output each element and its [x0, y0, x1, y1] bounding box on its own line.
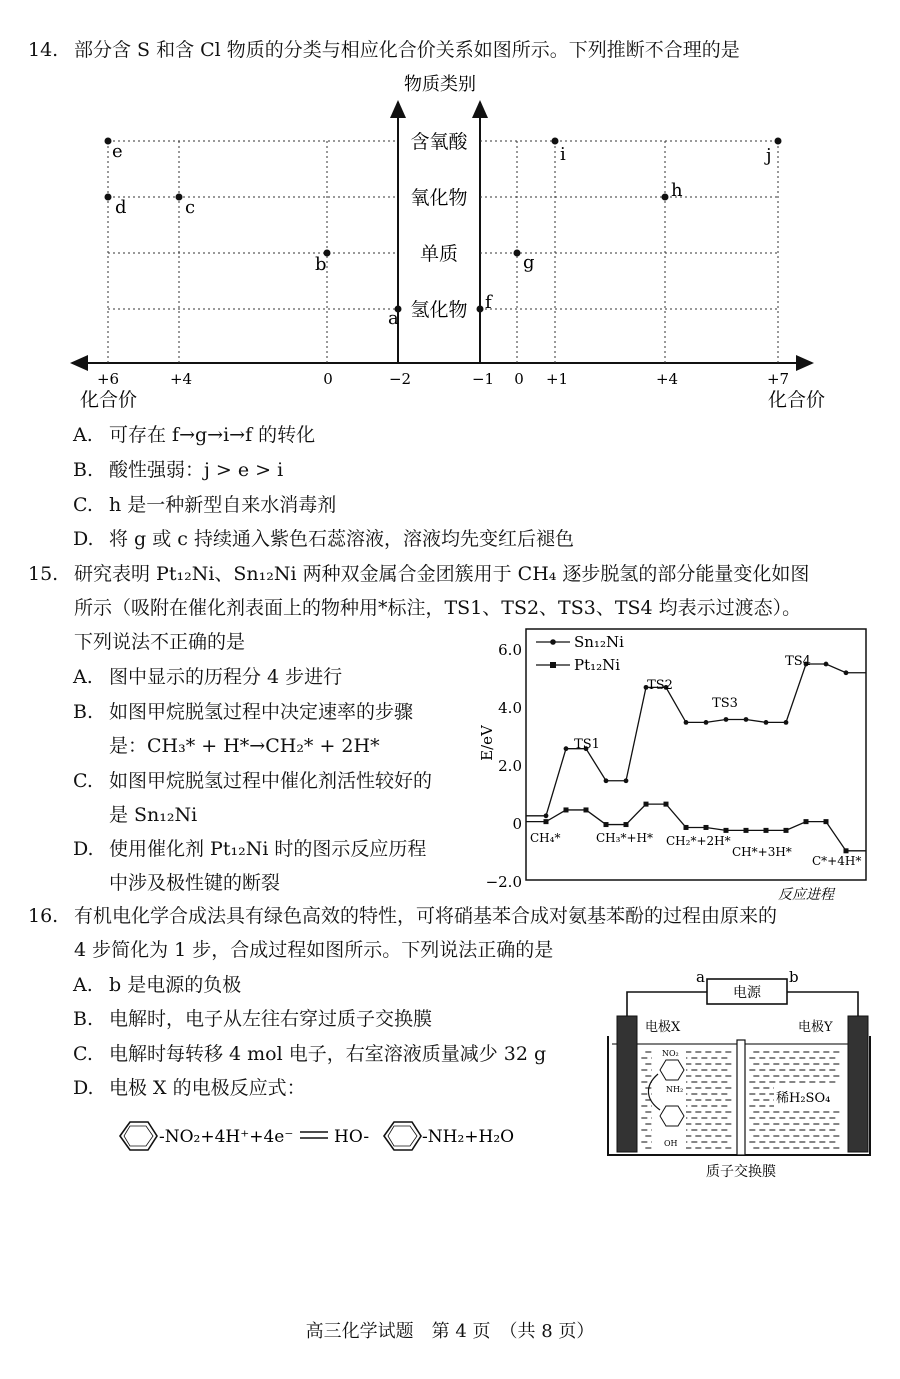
tick-plus1: +1	[545, 370, 569, 388]
series-point	[684, 825, 689, 830]
x-axis-label: 反应进程	[778, 887, 834, 903]
tick-plus7: +7	[766, 370, 790, 388]
ytick-minus2: −2.0	[485, 873, 522, 891]
q14-option-d[interactable]: D. 将 g 或 c 持续通入紫色石蕊溶液，溶液均先变红后褪色	[73, 528, 574, 550]
ts1-label: TS1	[574, 737, 600, 752]
series-point	[764, 828, 769, 833]
tick-minus1: −1	[471, 370, 495, 388]
legend-marker-pt	[550, 662, 556, 668]
q15-option-d-cont: 中涉及极性键的断裂	[109, 872, 281, 894]
state-c: C*+4H*	[812, 854, 862, 868]
q16-stem-line1: 16. 有机电化学合成法具有绿色高效的特性，可将硝基苯合成对氨基苯酚的过程由原来的	[28, 905, 778, 927]
legend-sn: Sn₁₂Ni	[574, 633, 624, 651]
legend-marker-sn	[550, 639, 556, 645]
point-i	[552, 138, 559, 145]
x-axis-label-right: 化合价	[768, 389, 826, 411]
equation-left: -NO₂+4H⁺+4e⁻	[159, 1127, 294, 1147]
series-point	[804, 819, 809, 824]
label-h: h	[671, 180, 683, 201]
label-e: e	[112, 141, 123, 162]
terminal-a: a	[696, 968, 705, 986]
ytick-2: 2.0	[498, 757, 522, 775]
electrode-x-label: 电极X	[645, 1020, 681, 1035]
q16-electrolytic-cell	[600, 960, 880, 1190]
q15-stem-line3: 下列说法不正确的是	[74, 631, 246, 653]
q14-valence-diagram	[60, 68, 840, 418]
category-hydride: 氢化物	[410, 299, 468, 321]
series-point	[624, 778, 629, 783]
state-ch4: CH₄*	[530, 831, 561, 845]
membrane-label: 质子交换膜	[706, 1164, 776, 1180]
label-g: g	[523, 252, 535, 273]
label-f: f	[485, 292, 492, 313]
q15-stem-line1: 15. 研究表明 Pt₁₂Ni、Sn₁₂Ni 两种双金属合金团簇用于 CH₄ 逐步脱氢的部分能量变化如图	[28, 563, 810, 585]
series-point	[764, 720, 769, 725]
series-point	[704, 825, 709, 830]
tick-zero-left: 0	[323, 370, 333, 388]
ytick-6: 6.0	[498, 641, 522, 659]
y-axis-label: E/eV	[478, 725, 496, 761]
series-point	[744, 828, 749, 833]
electrode-y	[848, 1016, 868, 1152]
q15-energy-chart	[470, 625, 870, 905]
equation-right-ho: HO-	[334, 1127, 370, 1147]
label-c: c	[185, 197, 196, 218]
data-points	[105, 138, 782, 313]
q14-option-b[interactable]: B. 酸性强弱：j > e > i	[73, 459, 284, 481]
state-ch: CH*+3H*	[732, 845, 792, 859]
q15-option-d[interactable]: D. 使用催化剂 Pt₁₂Ni 时的图示反应历程	[73, 838, 427, 860]
q15-stem-line2: 所示（吸附在催化剂表面上的物种用*标注，TS1、TS2、TS3、TS4 均表示过渡态）。	[74, 597, 802, 619]
series-point	[604, 778, 609, 783]
tick-minus2: −2	[388, 370, 412, 388]
series-point	[644, 802, 649, 807]
series-point	[684, 720, 689, 725]
y-axis-title: 物质类别	[404, 74, 476, 95]
point-j	[775, 138, 782, 145]
proton-exchange-membrane	[737, 1040, 745, 1155]
q16-option-c[interactable]: C. 电解时每转移 4 mol 电子，右室溶液质量减少 32 g	[73, 1043, 547, 1065]
series-point	[664, 802, 669, 807]
series-point	[624, 822, 629, 827]
series-point	[704, 720, 709, 725]
q15-option-b-cont: 是：CH₃* + H*→CH₂* + 2H*	[109, 735, 380, 757]
no2-label: NO₂	[662, 1049, 679, 1058]
q16-option-b[interactable]: B. 电解时，电子从左往右穿过质子交换膜	[73, 1008, 433, 1030]
wire-right	[787, 992, 858, 1016]
series-point	[844, 848, 849, 853]
oh-label: OH	[664, 1139, 678, 1148]
electrode-y-label: 电极Y	[798, 1020, 833, 1035]
x-axis-label-left: 化合价	[80, 389, 138, 411]
acid-label: 稀H₂SO₄	[776, 1091, 831, 1106]
series-point	[544, 813, 549, 818]
series-point	[604, 822, 609, 827]
point-e	[105, 138, 112, 145]
category-element: 单质	[419, 243, 459, 265]
ytick-4: 4.0	[498, 699, 522, 717]
series-point	[784, 828, 789, 833]
state-ch3: CH₃*+H*	[596, 831, 653, 845]
category-oxyacid: 含氧酸	[410, 131, 468, 153]
power-source-label: 电源	[733, 985, 761, 1001]
ytick-0: 0	[512, 815, 522, 833]
series-point	[724, 717, 729, 722]
point-h	[662, 194, 669, 201]
point-g	[514, 250, 521, 257]
label-a: a	[388, 308, 399, 329]
series-layer	[526, 662, 866, 854]
series-point	[564, 807, 569, 812]
q14-stem: 14. 部分含 S 和含 Cl 物质的分类与相应化合价关系如图所示。下列推断不合理的是	[28, 39, 740, 61]
series-point	[784, 720, 789, 725]
series-point	[824, 819, 829, 824]
series-point	[584, 807, 589, 812]
label-d: d	[115, 197, 127, 218]
q15-option-b[interactable]: B. 如图甲烷脱氢过程中决定速率的步骤	[73, 701, 414, 723]
label-i: i	[560, 144, 566, 165]
series-point	[544, 819, 549, 824]
ts4-label: TS4	[785, 654, 811, 669]
q15-option-c-cont: 是 Sn₁₂Ni	[109, 804, 198, 826]
q16-option-a[interactable]: A. b 是电源的负极	[73, 974, 242, 996]
series-point	[564, 746, 569, 751]
tick-plus4-left: +4	[169, 370, 193, 388]
state-ch2: CH₂*+2H*	[666, 834, 731, 848]
legend-pt: Pt₁₂Ni	[574, 656, 621, 674]
wire-left	[627, 992, 707, 1016]
q16-equation	[110, 1112, 550, 1160]
q15-option-a[interactable]: A. 图中显示的历程分 4 步进行	[73, 666, 343, 688]
electrode-x	[617, 1016, 637, 1152]
q15-option-c[interactable]: C. 如图甲烷脱氢过程中催化剂活性较好的	[73, 770, 433, 792]
point-c	[176, 194, 183, 201]
series-point	[824, 662, 829, 667]
point-f	[477, 306, 484, 313]
series-point	[724, 828, 729, 833]
point-d	[105, 194, 112, 201]
category-oxide: 氧化物	[410, 187, 468, 209]
q14-option-a[interactable]: A. 可存在 f→g→i→f 的转化	[73, 424, 316, 446]
page-footer: 高三化学试题 第 4 页 （共 8 页）	[305, 1321, 595, 1342]
ts3-label: TS3	[712, 696, 738, 711]
label-j: j	[766, 145, 772, 166]
terminal-b: b	[789, 968, 799, 986]
tick-plus6: +6	[96, 370, 120, 388]
tick-zero-right: 0	[514, 370, 524, 388]
q16-option-d[interactable]: D. 电极 X 的电极反应式：	[73, 1077, 306, 1099]
series-point	[744, 717, 749, 722]
nh2-label: NH₂	[666, 1085, 684, 1094]
equation-right-end: -NH₂+H₂O	[422, 1127, 515, 1147]
ts2-label: TS2	[647, 678, 673, 693]
q14-option-c[interactable]: C. h 是一种新型自来水消毒剂	[73, 494, 337, 516]
tick-plus4-right: +4	[655, 370, 679, 388]
series-point	[844, 670, 849, 675]
label-b: b	[315, 254, 327, 275]
q16-stem-line2: 4 步简化为 1 步，合成过程如图所示。下列说法正确的是	[74, 939, 554, 961]
